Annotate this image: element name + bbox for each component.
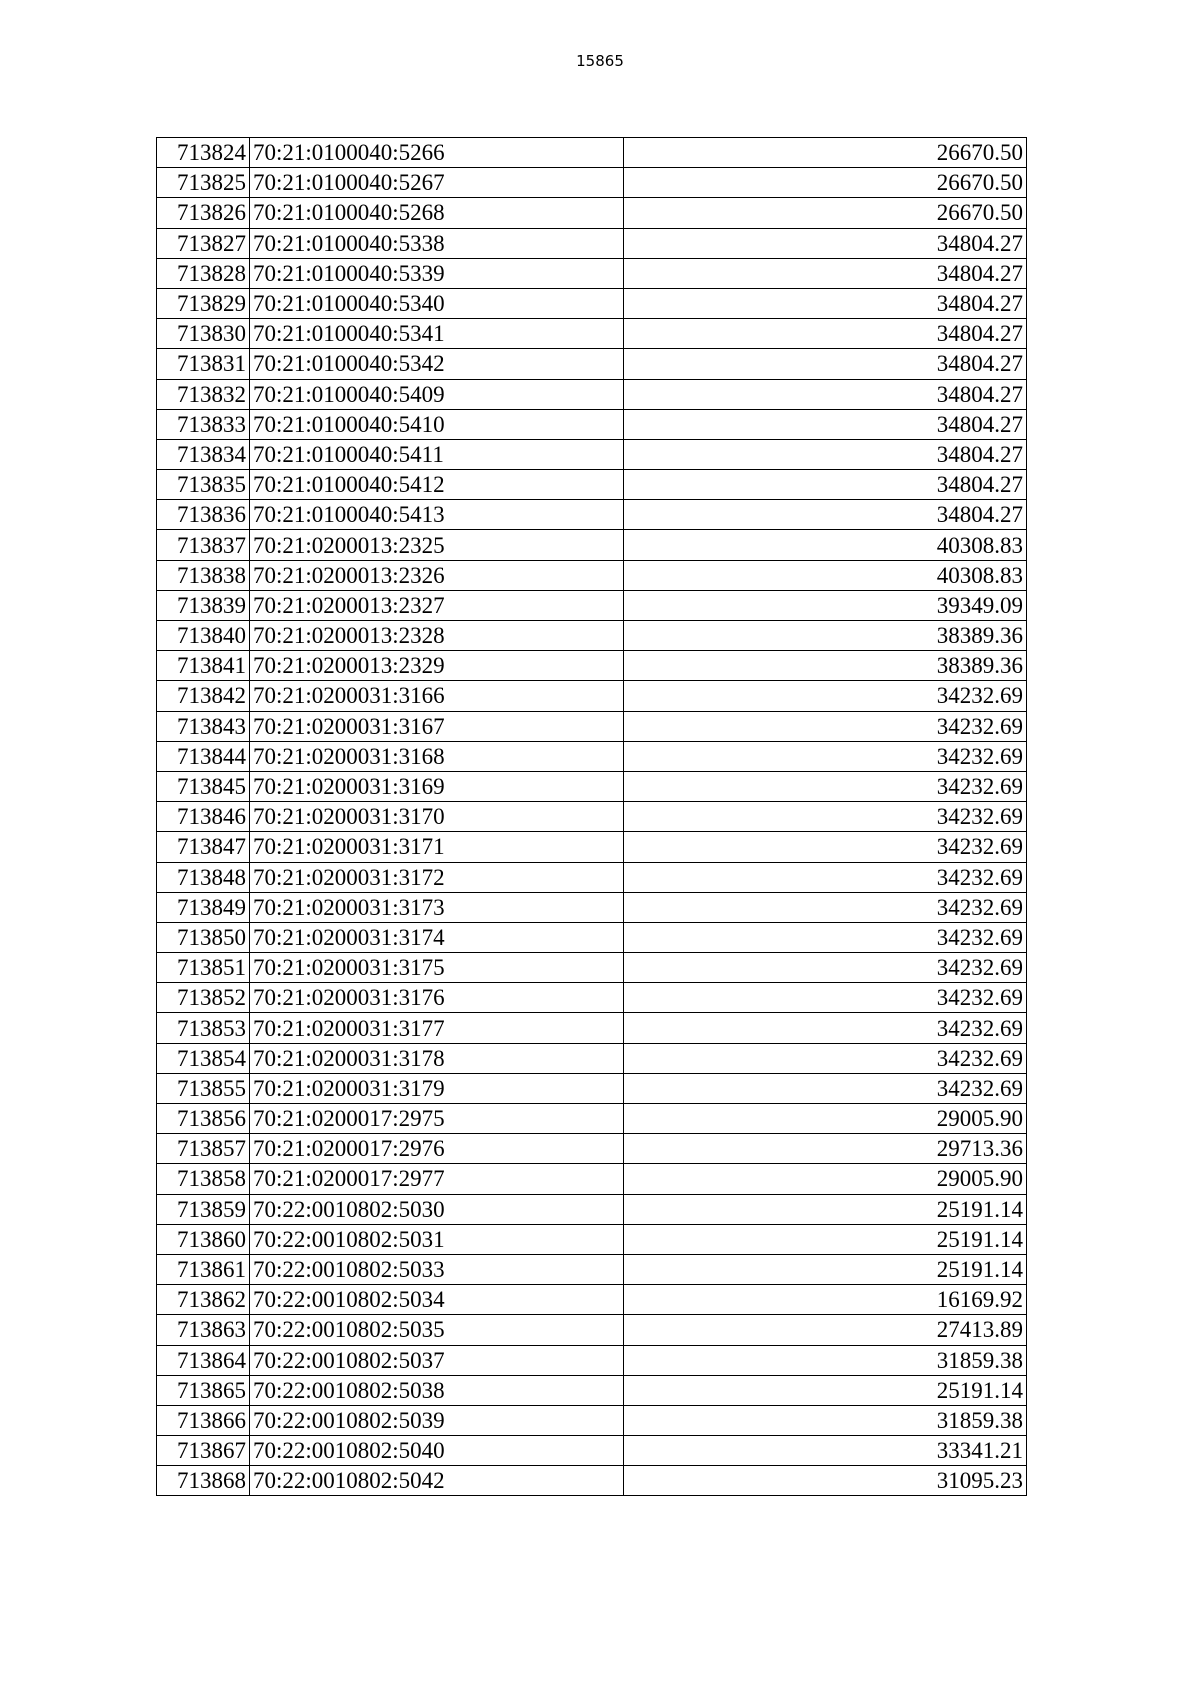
cadastral-value-cell: 39349.09 [624, 590, 1027, 620]
table-row [157, 530, 1027, 560]
cadastral-value-cell: 16169.92 [624, 1285, 1027, 1315]
cadastral-value-cell: 34804.27 [624, 258, 1027, 288]
cadastral-value-cell: 31859.38 [624, 1345, 1027, 1375]
row-number-cell: 713863 [157, 1315, 250, 1345]
cadastral-value-cell: 34232.69 [624, 862, 1027, 892]
table-row [157, 198, 1027, 228]
row-number-cell: 713865 [157, 1375, 250, 1405]
cadastral-number-cell: 70:21:0100040:5413 [250, 500, 624, 530]
table-row [157, 1285, 1027, 1315]
cadastral-number-cell: 70:21:0200013:2326 [250, 560, 624, 590]
row-number-cell: 713852 [157, 983, 250, 1013]
cadastral-number-cell: 70:22:0010802:5040 [250, 1436, 624, 1466]
table-body [157, 138, 1027, 1496]
cadastral-value-cell: 34804.27 [624, 288, 1027, 318]
cadastral-value-cell: 34232.69 [624, 681, 1027, 711]
cadastral-number-cell: 70:21:0200031:3174 [250, 922, 624, 952]
cadastral-value-cell: 34232.69 [624, 711, 1027, 741]
cadastral-value-cell: 34232.69 [624, 922, 1027, 952]
cadastral-value-cell: 34804.27 [624, 379, 1027, 409]
row-number-cell: 713857 [157, 1134, 250, 1164]
row-number-cell: 713842 [157, 681, 250, 711]
row-number-cell: 713833 [157, 409, 250, 439]
table-row [157, 1254, 1027, 1284]
row-number-cell: 713844 [157, 741, 250, 771]
cadastral-value-cell: 34232.69 [624, 953, 1027, 983]
row-number-cell: 713826 [157, 198, 250, 228]
cadastral-value-cell: 34804.27 [624, 319, 1027, 349]
table-row [157, 1436, 1027, 1466]
row-number-cell: 713845 [157, 771, 250, 801]
table-row [157, 1224, 1027, 1254]
cadastral-number-cell: 70:22:0010802:5030 [250, 1194, 624, 1224]
table-row [157, 1013, 1027, 1043]
cadastral-value-cell: 34804.27 [624, 470, 1027, 500]
row-number-cell: 713859 [157, 1194, 250, 1224]
row-number-cell: 713849 [157, 892, 250, 922]
table-row [157, 1375, 1027, 1405]
cadastral-value-cell: 26670.50 [624, 138, 1027, 168]
table-row [157, 862, 1027, 892]
row-number-cell: 713838 [157, 560, 250, 590]
cadastral-number-cell: 70:21:0200031:3173 [250, 892, 624, 922]
cadastral-number-cell: 70:22:0010802:5031 [250, 1224, 624, 1254]
table-row [157, 832, 1027, 862]
table-row [157, 379, 1027, 409]
cadastral-value-cell: 31859.38 [624, 1405, 1027, 1435]
table-row [157, 802, 1027, 832]
row-number-cell: 713829 [157, 288, 250, 318]
cadastral-value-cell: 34232.69 [624, 1073, 1027, 1103]
cadastral-value-cell: 34232.69 [624, 983, 1027, 1013]
table-row [157, 439, 1027, 469]
cadastral-number-cell: 70:21:0100040:5340 [250, 288, 624, 318]
cadastral-number-cell: 70:21:0200031:3177 [250, 1013, 624, 1043]
cadastral-number-cell: 70:22:0010802:5033 [250, 1254, 624, 1284]
table-row [157, 228, 1027, 258]
cadastral-number-cell: 70:21:0100040:5411 [250, 439, 624, 469]
row-number-cell: 713862 [157, 1285, 250, 1315]
cadastral-value-cell: 25191.14 [624, 1194, 1027, 1224]
cadastral-number-cell: 70:21:0100040:5339 [250, 258, 624, 288]
table-row [157, 470, 1027, 500]
row-number-cell: 713853 [157, 1013, 250, 1043]
row-number-cell: 713839 [157, 590, 250, 620]
cadastral-number-cell: 70:21:0100040:5342 [250, 349, 624, 379]
row-number-cell: 713830 [157, 319, 250, 349]
cadastral-number-cell: 70:21:0200031:3172 [250, 862, 624, 892]
cadastral-number-cell: 70:21:0100040:5412 [250, 470, 624, 500]
cadastral-value-cell: 34232.69 [624, 892, 1027, 922]
cadastral-value-cell: 34232.69 [624, 771, 1027, 801]
row-number-cell: 713848 [157, 862, 250, 892]
cadastral-value-cell: 34804.27 [624, 349, 1027, 379]
table-row [157, 1345, 1027, 1375]
table-row [157, 711, 1027, 741]
row-number-cell: 713858 [157, 1164, 250, 1194]
table-row [157, 953, 1027, 983]
row-number-cell: 713841 [157, 651, 250, 681]
cadastral-number-cell: 70:21:0200013:2327 [250, 590, 624, 620]
cadastral-value-cell: 38389.36 [624, 651, 1027, 681]
row-number-cell: 713837 [157, 530, 250, 560]
cadastral-number-cell: 70:21:0200013:2328 [250, 621, 624, 651]
cadastral-value-cell: 40308.83 [624, 530, 1027, 560]
cadastral-value-cell: 33341.21 [624, 1436, 1027, 1466]
cadastral-value-cell: 34232.69 [624, 832, 1027, 862]
row-number-cell: 713856 [157, 1104, 250, 1134]
row-number-cell: 713832 [157, 379, 250, 409]
row-number-cell: 713847 [157, 832, 250, 862]
table-row [157, 1405, 1027, 1435]
cadastral-number-cell: 70:21:0200017:2977 [250, 1164, 624, 1194]
row-number-cell: 713834 [157, 439, 250, 469]
table-row [157, 1134, 1027, 1164]
table-row [157, 319, 1027, 349]
row-number-cell: 713843 [157, 711, 250, 741]
table-row [157, 560, 1027, 590]
cadastral-number-cell: 70:21:0100040:5338 [250, 228, 624, 258]
table-row [157, 1043, 1027, 1073]
cadastral-value-cell: 34804.27 [624, 409, 1027, 439]
cadastral-number-cell: 70:21:0200031:3169 [250, 771, 624, 801]
table-row [157, 1104, 1027, 1134]
row-number-cell: 713866 [157, 1405, 250, 1435]
table-row [157, 500, 1027, 530]
cadastral-value-cell: 38389.36 [624, 621, 1027, 651]
table-row [157, 349, 1027, 379]
row-number-cell: 713846 [157, 802, 250, 832]
cadastral-number-cell: 70:21:0100040:5410 [250, 409, 624, 439]
table-row [157, 621, 1027, 651]
cadastral-value-cell: 25191.14 [624, 1254, 1027, 1284]
row-number-cell: 713855 [157, 1073, 250, 1103]
row-number-cell: 713825 [157, 168, 250, 198]
cadastral-number-cell: 70:21:0200031:3170 [250, 802, 624, 832]
cadastral-value-cell: 34804.27 [624, 228, 1027, 258]
cadastral-number-cell: 70:21:0100040:5266 [250, 138, 624, 168]
table-row [157, 771, 1027, 801]
cadastral-number-cell: 70:21:0100040:5341 [250, 319, 624, 349]
cadastral-value-cell: 26670.50 [624, 198, 1027, 228]
cadastral-value-cell: 25191.14 [624, 1375, 1027, 1405]
cadastral-value-cell: 34232.69 [624, 741, 1027, 771]
cadastral-number-cell: 70:21:0200017:2976 [250, 1134, 624, 1164]
cadastral-number-cell: 70:21:0200017:2975 [250, 1104, 624, 1134]
row-number-cell: 713868 [157, 1466, 250, 1496]
cadastral-value-cell: 27413.89 [624, 1315, 1027, 1345]
table-row [157, 258, 1027, 288]
cadastral-number-cell: 70:21:0100040:5268 [250, 198, 624, 228]
row-number-cell: 713824 [157, 138, 250, 168]
cadastral-number-cell: 70:22:0010802:5037 [250, 1345, 624, 1375]
table-row [157, 138, 1027, 168]
row-number-cell: 713828 [157, 258, 250, 288]
table-row [157, 681, 1027, 711]
row-number-cell: 713831 [157, 349, 250, 379]
row-number-cell: 713851 [157, 953, 250, 983]
cadastral-number-cell: 70:22:0010802:5038 [250, 1375, 624, 1405]
table-row [157, 1466, 1027, 1496]
table-row [157, 1194, 1027, 1224]
cadastral-value-cell: 29005.90 [624, 1164, 1027, 1194]
row-number-cell: 713854 [157, 1043, 250, 1073]
row-number-cell: 713861 [157, 1254, 250, 1284]
cadastral-value-cell: 34804.27 [624, 500, 1027, 530]
cadastral-number-cell: 70:21:0200031:3178 [250, 1043, 624, 1073]
cadastral-number-cell: 70:21:0200031:3166 [250, 681, 624, 711]
cadastral-number-cell: 70:22:0010802:5039 [250, 1405, 624, 1435]
row-number-cell: 713850 [157, 922, 250, 952]
cadastral-value-cell: 34232.69 [624, 1043, 1027, 1073]
cadastral-number-cell: 70:22:0010802:5034 [250, 1285, 624, 1315]
row-number-cell: 713827 [157, 228, 250, 258]
table-row [157, 1073, 1027, 1103]
row-number-cell: 713864 [157, 1345, 250, 1375]
row-number-cell: 713867 [157, 1436, 250, 1466]
cadastral-number-cell: 70:21:0200013:2329 [250, 651, 624, 681]
cadastral-number-cell: 70:21:0100040:5267 [250, 168, 624, 198]
cadastral-number-cell: 70:21:0200031:3176 [250, 983, 624, 1013]
cadastral-value-table [156, 137, 1027, 1496]
cadastral-value-cell: 34804.27 [624, 439, 1027, 469]
row-number-cell: 713860 [157, 1224, 250, 1254]
cadastral-value-cell: 29005.90 [624, 1104, 1027, 1134]
table-row [157, 983, 1027, 1013]
row-number-cell: 713840 [157, 621, 250, 651]
table-row [157, 1164, 1027, 1194]
cadastral-number-cell: 70:21:0200031:3168 [250, 741, 624, 771]
cadastral-value-cell: 34232.69 [624, 1013, 1027, 1043]
cadastral-number-cell: 70:21:0200013:2325 [250, 530, 624, 560]
table-row [157, 892, 1027, 922]
table-row [157, 409, 1027, 439]
cadastral-value-cell: 34232.69 [624, 802, 1027, 832]
cadastral-number-cell: 70:21:0200031:3167 [250, 711, 624, 741]
cadastral-value-cell: 31095.23 [624, 1466, 1027, 1496]
cadastral-number-cell: 70:22:0010802:5035 [250, 1315, 624, 1345]
cadastral-number-cell: 70:21:0200031:3171 [250, 832, 624, 862]
cadastral-value-cell: 29713.36 [624, 1134, 1027, 1164]
cadastral-number-cell: 70:21:0200031:3179 [250, 1073, 624, 1103]
table-row [157, 651, 1027, 681]
table-row [157, 168, 1027, 198]
row-number-cell: 713835 [157, 470, 250, 500]
cadastral-number-cell: 70:21:0100040:5409 [250, 379, 624, 409]
table-row [157, 1315, 1027, 1345]
cadastral-number-cell: 70:22:0010802:5042 [250, 1466, 624, 1496]
page-number: 15865 [576, 52, 624, 70]
table-row [157, 922, 1027, 952]
cadastral-number-cell: 70:21:0200031:3175 [250, 953, 624, 983]
cadastral-value-cell: 26670.50 [624, 168, 1027, 198]
table-row [157, 288, 1027, 318]
cadastral-value-cell: 40308.83 [624, 560, 1027, 590]
table-row [157, 741, 1027, 771]
table-row [157, 590, 1027, 620]
row-number-cell: 713836 [157, 500, 250, 530]
cadastral-value-cell: 25191.14 [624, 1224, 1027, 1254]
